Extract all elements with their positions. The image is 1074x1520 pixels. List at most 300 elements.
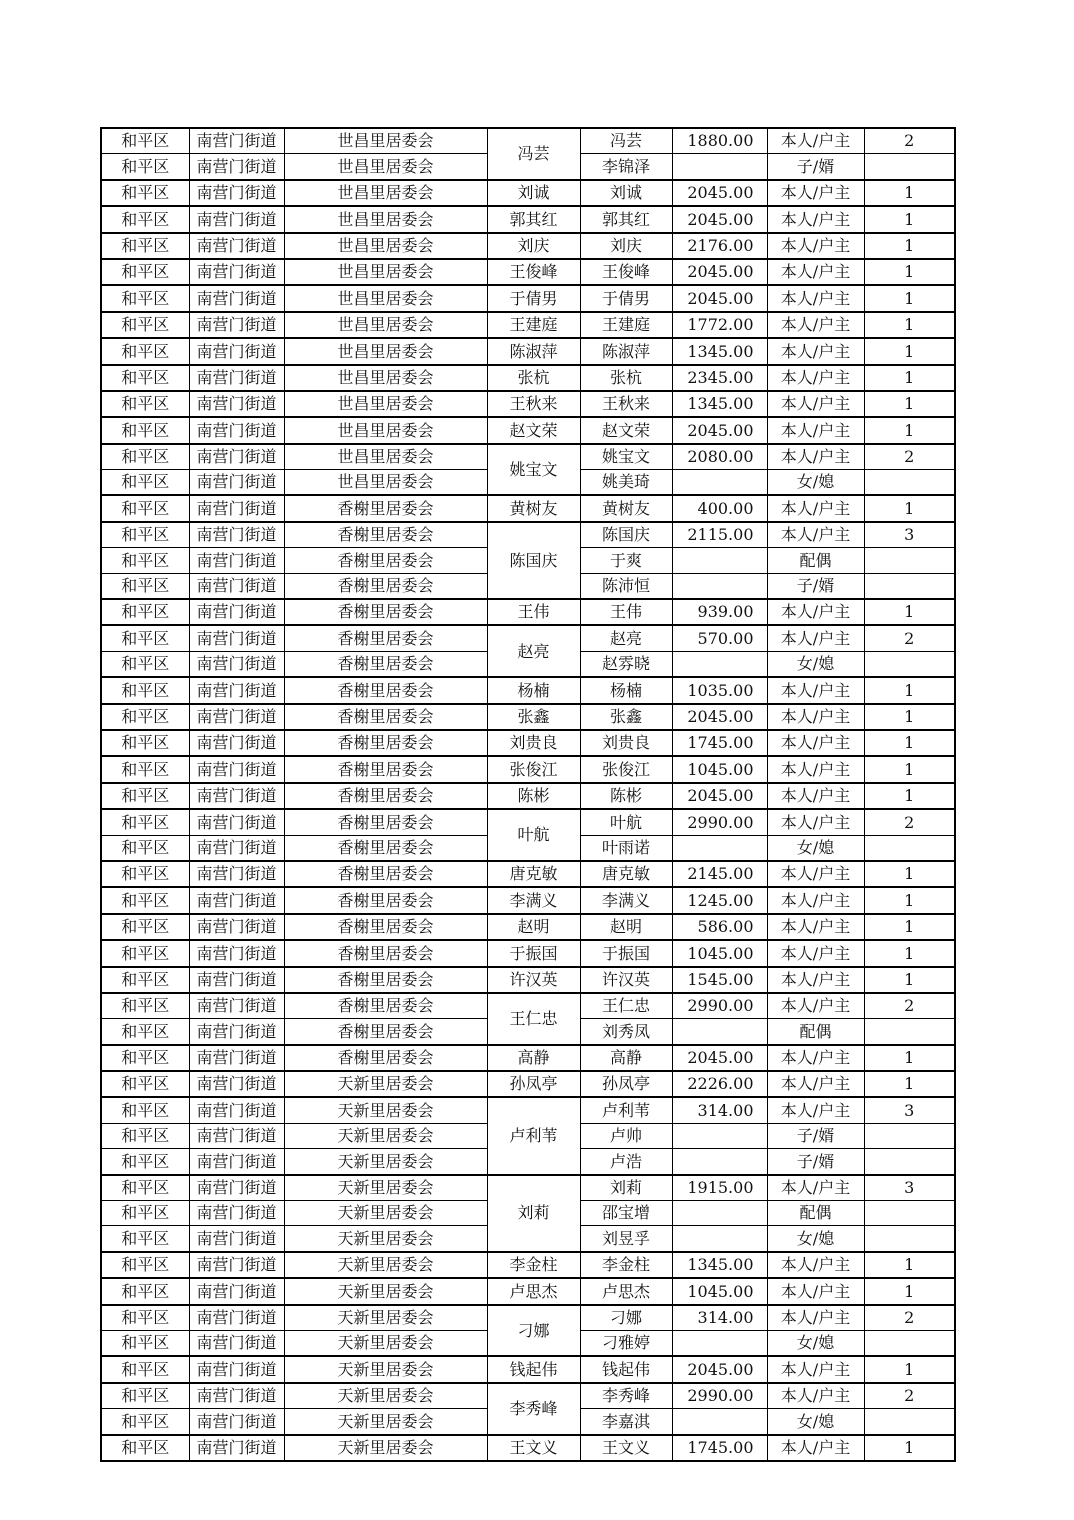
cell-street: 南营门街道	[189, 625, 284, 651]
cell-member-name: 高静	[580, 1045, 672, 1071]
cell-member-name: 钱起伟	[580, 1356, 672, 1382]
table-row	[101, 1071, 955, 1097]
cell-street: 南营门街道	[189, 1252, 284, 1278]
cell-committee: 天新里居委会	[284, 1252, 487, 1278]
cell-household-head: 王建庭	[487, 312, 580, 338]
cell-household-head: 姚宝文	[487, 444, 580, 496]
cell-household-size: 1	[864, 365, 955, 391]
cell-household-head: 卢利苇	[487, 1097, 580, 1174]
cell-committee: 天新里居委会	[284, 1097, 487, 1123]
cell-household-size: 1	[864, 206, 955, 232]
cell-amount: 2045.00	[672, 259, 767, 285]
cell-district: 和平区	[101, 967, 189, 993]
cell-member-name: 陈淑萍	[580, 338, 672, 364]
cell-household-head: 王文义	[487, 1435, 580, 1461]
cell-household-head: 黄树友	[487, 495, 580, 521]
cell-street: 南营门街道	[189, 1123, 284, 1148]
cell-committee: 香榭里居委会	[284, 625, 487, 651]
cell-street: 南营门街道	[189, 1409, 284, 1435]
cell-street: 南营门街道	[189, 417, 284, 443]
table-row	[101, 783, 955, 809]
cell-district: 和平区	[101, 548, 189, 573]
cell-district: 和平区	[101, 1019, 189, 1045]
cell-committee: 世昌里居委会	[284, 470, 487, 496]
cell-committee: 天新里居委会	[284, 1305, 487, 1331]
cell-relation: 本人/户主	[767, 1252, 864, 1278]
cell-household-head: 唐克敏	[487, 861, 580, 887]
cell-committee: 香榭里居委会	[284, 861, 487, 887]
cell-amount: 1545.00	[672, 967, 767, 993]
cell-street: 南营门街道	[189, 1383, 284, 1409]
cell-amount: 1345.00	[672, 338, 767, 364]
cell-relation: 本人/户主	[767, 677, 864, 703]
table-row	[101, 756, 955, 782]
cell-street: 南营门街道	[189, 651, 284, 677]
cell-district: 和平区	[101, 206, 189, 232]
cell-district: 和平区	[101, 887, 189, 913]
cell-household-size: 1	[864, 1278, 955, 1304]
cell-street: 南营门街道	[189, 444, 284, 470]
cell-household-size: 2	[864, 128, 955, 154]
cell-street: 南营门街道	[189, 338, 284, 364]
cell-committee: 天新里居委会	[284, 1175, 487, 1201]
cell-member-name: 姚美琦	[580, 470, 672, 496]
cell-relation: 女/媳	[767, 470, 864, 496]
cell-household-size	[864, 154, 955, 180]
cell-household-size: 1	[864, 1356, 955, 1382]
cell-district: 和平区	[101, 809, 189, 835]
cell-district: 和平区	[101, 128, 189, 154]
table-row	[101, 338, 955, 364]
cell-member-name: 王伟	[580, 599, 672, 625]
cell-district: 和平区	[101, 1383, 189, 1409]
cell-committee: 香榭里居委会	[284, 756, 487, 782]
cell-member-name: 于振国	[580, 940, 672, 966]
cell-household-size: 1	[864, 495, 955, 521]
cell-member-name: 张杭	[580, 365, 672, 391]
cell-street: 南营门街道	[189, 887, 284, 913]
cell-district: 和平区	[101, 259, 189, 285]
cell-member-name: 黄树友	[580, 495, 672, 521]
cell-member-name: 陈国庆	[580, 522, 672, 548]
cell-household-size: 1	[864, 1071, 955, 1097]
table-row	[101, 206, 955, 232]
cell-street: 南营门街道	[189, 967, 284, 993]
cell-street: 南营门街道	[189, 180, 284, 206]
cell-household-size: 1	[864, 417, 955, 443]
cell-member-name: 王秋来	[580, 391, 672, 417]
cell-household-size: 2	[864, 1305, 955, 1331]
cell-district: 和平区	[101, 417, 189, 443]
cell-amount	[672, 470, 767, 496]
cell-household-size: 2	[864, 625, 955, 651]
cell-committee: 世昌里居委会	[284, 285, 487, 311]
cell-committee: 世昌里居委会	[284, 365, 487, 391]
cell-street: 南营门街道	[189, 940, 284, 966]
cell-member-name: 许汉英	[580, 967, 672, 993]
cell-amount: 2045.00	[672, 417, 767, 443]
cell-member-name: 刘庆	[580, 233, 672, 259]
cell-amount	[672, 154, 767, 180]
cell-relation: 本人/户主	[767, 914, 864, 940]
cell-household-size	[864, 1123, 955, 1148]
cell-member-name: 李秀峰	[580, 1383, 672, 1409]
cell-relation: 子/婿	[767, 154, 864, 180]
cell-street: 南营门街道	[189, 756, 284, 782]
table-row	[101, 861, 955, 887]
cell-household-head: 李满义	[487, 887, 580, 913]
cell-street: 南营门街道	[189, 495, 284, 521]
cell-district: 和平区	[101, 1278, 189, 1304]
cell-member-name: 叶雨诺	[580, 835, 672, 861]
cell-household-size	[864, 573, 955, 599]
cell-member-name: 李金柱	[580, 1252, 672, 1278]
cell-district: 和平区	[101, 154, 189, 180]
cell-committee: 香榭里居委会	[284, 495, 487, 521]
cell-street: 南营门街道	[189, 1149, 284, 1175]
cell-member-name: 刘诚	[580, 180, 672, 206]
cell-household-size	[864, 835, 955, 861]
cell-amount: 2045.00	[672, 180, 767, 206]
cell-district: 和平区	[101, 312, 189, 338]
cell-household-head: 杨楠	[487, 677, 580, 703]
cell-amount: 1045.00	[672, 756, 767, 782]
cell-member-name: 于倩男	[580, 285, 672, 311]
cell-district: 和平区	[101, 625, 189, 651]
cell-household-size	[864, 651, 955, 677]
cell-relation: 本人/户主	[767, 1356, 864, 1382]
cell-district: 和平区	[101, 1149, 189, 1175]
cell-street: 南营门街道	[189, 914, 284, 940]
cell-district: 和平区	[101, 1201, 189, 1226]
cell-household-head: 刘庆	[487, 233, 580, 259]
cell-household-head: 钱起伟	[487, 1356, 580, 1382]
cell-amount: 2045.00	[672, 285, 767, 311]
cell-amount	[672, 1330, 767, 1356]
cell-member-name: 卢帅	[580, 1123, 672, 1148]
cell-household-head: 李金柱	[487, 1252, 580, 1278]
cell-amount	[672, 835, 767, 861]
cell-street: 南营门街道	[189, 704, 284, 730]
cell-household-size: 1	[864, 677, 955, 703]
cell-household-size: 1	[864, 1045, 955, 1071]
cell-relation: 本人/户主	[767, 285, 864, 311]
table-row	[101, 365, 955, 391]
cell-relation: 本人/户主	[767, 861, 864, 887]
cell-committee: 香榭里居委会	[284, 599, 487, 625]
cell-street: 南营门街道	[189, 1435, 284, 1461]
cell-amount: 1345.00	[672, 1252, 767, 1278]
cell-street: 南营门街道	[189, 677, 284, 703]
table-row	[101, 809, 955, 835]
table-body	[101, 128, 955, 1461]
cell-amount: 314.00	[672, 1305, 767, 1331]
cell-amount: 2345.00	[672, 365, 767, 391]
cell-district: 和平区	[101, 1252, 189, 1278]
table-row	[101, 1045, 955, 1071]
cell-household-size: 1	[864, 233, 955, 259]
cell-district: 和平区	[101, 1045, 189, 1071]
cell-amount	[672, 1149, 767, 1175]
cell-member-name: 叶航	[580, 809, 672, 835]
cell-amount: 939.00	[672, 599, 767, 625]
cell-household-size: 1	[864, 783, 955, 809]
cell-amount: 2990.00	[672, 1383, 767, 1409]
cell-relation: 本人/户主	[767, 233, 864, 259]
cell-committee: 香榭里居委会	[284, 677, 487, 703]
cell-member-name: 王仁忠	[580, 993, 672, 1019]
cell-committee: 世昌里居委会	[284, 233, 487, 259]
cell-household-size: 3	[864, 1175, 955, 1201]
cell-household-size	[864, 1201, 955, 1226]
cell-committee: 香榭里居委会	[284, 783, 487, 809]
cell-relation: 本人/户主	[767, 887, 864, 913]
cell-household-size	[864, 548, 955, 573]
cell-committee: 世昌里居委会	[284, 154, 487, 180]
cell-member-name: 刘秀凤	[580, 1019, 672, 1045]
cell-amount	[672, 1019, 767, 1045]
cell-district: 和平区	[101, 677, 189, 703]
cell-street: 南营门街道	[189, 128, 284, 154]
cell-relation: 子/婿	[767, 573, 864, 599]
cell-household-head: 王俊峰	[487, 259, 580, 285]
cell-district: 和平区	[101, 1330, 189, 1356]
cell-household-head: 郭其红	[487, 206, 580, 232]
cell-committee: 香榭里居委会	[284, 573, 487, 599]
table-row	[101, 677, 955, 703]
cell-relation: 本人/户主	[767, 599, 864, 625]
cell-committee: 香榭里居委会	[284, 914, 487, 940]
cell-district: 和平区	[101, 1071, 189, 1097]
cell-relation: 本人/户主	[767, 365, 864, 391]
cell-amount	[672, 1123, 767, 1148]
table-row	[101, 1435, 955, 1461]
cell-amount: 1035.00	[672, 677, 767, 703]
cell-committee: 香榭里居委会	[284, 548, 487, 573]
cell-relation: 本人/户主	[767, 809, 864, 835]
cell-member-name: 赵雰晓	[580, 651, 672, 677]
cell-street: 南营门街道	[189, 1097, 284, 1123]
table-row	[101, 967, 955, 993]
cell-district: 和平区	[101, 599, 189, 625]
cell-member-name: 冯芸	[580, 128, 672, 154]
cell-member-name: 唐克敏	[580, 861, 672, 887]
cell-member-name: 刁娜	[580, 1305, 672, 1331]
cell-household-size: 1	[864, 861, 955, 887]
cell-relation: 本人/户主	[767, 312, 864, 338]
cell-district: 和平区	[101, 1226, 189, 1252]
cell-household-head: 于振国	[487, 940, 580, 966]
cell-street: 南营门街道	[189, 522, 284, 548]
cell-relation: 本人/户主	[767, 128, 864, 154]
cell-amount: 400.00	[672, 495, 767, 521]
cell-committee: 世昌里居委会	[284, 128, 487, 154]
cell-relation: 配偶	[767, 1019, 864, 1045]
cell-member-name: 卢思杰	[580, 1278, 672, 1304]
cell-household-head: 王伟	[487, 599, 580, 625]
cell-relation: 本人/户主	[767, 704, 864, 730]
cell-amount: 2045.00	[672, 783, 767, 809]
table-row	[101, 730, 955, 756]
cell-household-head: 刁娜	[487, 1305, 580, 1357]
cell-amount: 2080.00	[672, 444, 767, 470]
cell-committee: 世昌里居委会	[284, 206, 487, 232]
cell-district: 和平区	[101, 444, 189, 470]
cell-street: 南营门街道	[189, 233, 284, 259]
cell-relation: 本人/户主	[767, 1071, 864, 1097]
cell-household-size: 1	[864, 391, 955, 417]
cell-relation: 女/媳	[767, 835, 864, 861]
cell-household-size	[864, 1409, 955, 1435]
cell-street: 南营门街道	[189, 730, 284, 756]
cell-household-size: 1	[864, 887, 955, 913]
cell-amount: 314.00	[672, 1097, 767, 1123]
cell-relation: 本人/户主	[767, 1435, 864, 1461]
cell-committee: 香榭里居委会	[284, 1045, 487, 1071]
cell-household-size: 1	[864, 730, 955, 756]
cell-street: 南营门街道	[189, 1278, 284, 1304]
cell-member-name: 张俊江	[580, 756, 672, 782]
cell-relation: 本人/户主	[767, 259, 864, 285]
cell-district: 和平区	[101, 180, 189, 206]
cell-amount: 1772.00	[672, 312, 767, 338]
table-row	[101, 887, 955, 913]
cell-committee: 香榭里居委会	[284, 522, 487, 548]
cell-household-size	[864, 1019, 955, 1045]
cell-household-head: 卢思杰	[487, 1278, 580, 1304]
cell-amount: 1045.00	[672, 940, 767, 966]
cell-amount: 2045.00	[672, 206, 767, 232]
cell-street: 南营门街道	[189, 391, 284, 417]
cell-member-name: 于爽	[580, 548, 672, 573]
cell-relation: 本人/户主	[767, 993, 864, 1019]
cell-street: 南营门街道	[189, 1045, 284, 1071]
cell-member-name: 王建庭	[580, 312, 672, 338]
table-row	[101, 417, 955, 443]
cell-household-size: 1	[864, 285, 955, 311]
cell-household-size: 2	[864, 809, 955, 835]
cell-district: 和平区	[101, 1305, 189, 1331]
cell-member-name: 刘贵良	[580, 730, 672, 756]
cell-district: 和平区	[101, 1356, 189, 1382]
cell-district: 和平区	[101, 993, 189, 1019]
cell-street: 南营门街道	[189, 809, 284, 835]
cell-relation: 女/媳	[767, 1226, 864, 1252]
cell-amount	[672, 1201, 767, 1226]
cell-committee: 香榭里居委会	[284, 835, 487, 861]
cell-amount: 1880.00	[672, 128, 767, 154]
table-row	[101, 233, 955, 259]
cell-street: 南营门街道	[189, 783, 284, 809]
cell-street: 南营门街道	[189, 206, 284, 232]
cell-committee: 天新里居委会	[284, 1356, 487, 1382]
cell-district: 和平区	[101, 861, 189, 887]
cell-relation: 女/媳	[767, 1409, 864, 1435]
cell-street: 南营门街道	[189, 599, 284, 625]
cell-amount: 2990.00	[672, 809, 767, 835]
cell-household-head: 李秀峰	[487, 1383, 580, 1435]
table-row	[101, 940, 955, 966]
cell-relation: 本人/户主	[767, 625, 864, 651]
cell-relation: 本人/户主	[767, 417, 864, 443]
cell-relation: 本人/户主	[767, 180, 864, 206]
cell-district: 和平区	[101, 233, 189, 259]
cell-amount: 2045.00	[672, 1045, 767, 1071]
cell-household-head: 赵亮	[487, 625, 580, 677]
cell-district: 和平区	[101, 651, 189, 677]
table-row	[101, 1252, 955, 1278]
cell-relation: 本人/户主	[767, 522, 864, 548]
cell-committee: 香榭里居委会	[284, 940, 487, 966]
table-row	[101, 993, 955, 1019]
cell-household-size: 2	[864, 993, 955, 1019]
cell-member-name: 赵亮	[580, 625, 672, 651]
cell-household-head: 张俊江	[487, 756, 580, 782]
resident-subsidy-table	[100, 127, 956, 1462]
cell-member-name: 赵明	[580, 914, 672, 940]
cell-member-name: 郭其红	[580, 206, 672, 232]
cell-amount: 1915.00	[672, 1175, 767, 1201]
cell-relation: 本人/户主	[767, 1175, 864, 1201]
cell-committee: 天新里居委会	[284, 1071, 487, 1097]
cell-relation: 本人/户主	[767, 444, 864, 470]
cell-district: 和平区	[101, 522, 189, 548]
cell-household-size: 1	[864, 312, 955, 338]
cell-amount	[672, 548, 767, 573]
table-row	[101, 1356, 955, 1382]
cell-district: 和平区	[101, 1175, 189, 1201]
cell-relation: 本人/户主	[767, 1097, 864, 1123]
cell-household-head: 刘诚	[487, 180, 580, 206]
cell-household-head: 赵明	[487, 914, 580, 940]
cell-relation: 女/媳	[767, 1330, 864, 1356]
cell-member-name: 李嘉淇	[580, 1409, 672, 1435]
cell-district: 和平区	[101, 391, 189, 417]
cell-household-size: 1	[864, 599, 955, 625]
cell-relation: 子/婿	[767, 1149, 864, 1175]
cell-district: 和平区	[101, 495, 189, 521]
cell-district: 和平区	[101, 573, 189, 599]
cell-street: 南营门街道	[189, 1019, 284, 1045]
cell-street: 南营门街道	[189, 1175, 284, 1201]
cell-relation: 配偶	[767, 548, 864, 573]
cell-district: 和平区	[101, 756, 189, 782]
cell-amount: 570.00	[672, 625, 767, 651]
cell-member-name: 张鑫	[580, 704, 672, 730]
cell-committee: 香榭里居委会	[284, 1019, 487, 1045]
cell-household-head: 赵文荣	[487, 417, 580, 443]
cell-district: 和平区	[101, 940, 189, 966]
cell-district: 和平区	[101, 285, 189, 311]
cell-household-head: 冯芸	[487, 128, 580, 180]
cell-district: 和平区	[101, 1123, 189, 1148]
cell-household-size	[864, 470, 955, 496]
cell-committee: 天新里居委会	[284, 1149, 487, 1175]
cell-household-size: 2	[864, 1383, 955, 1409]
cell-street: 南营门街道	[189, 259, 284, 285]
cell-street: 南营门街道	[189, 573, 284, 599]
cell-district: 和平区	[101, 1435, 189, 1461]
cell-relation: 子/婿	[767, 1123, 864, 1148]
cell-relation: 配偶	[767, 1201, 864, 1226]
cell-district: 和平区	[101, 730, 189, 756]
cell-relation: 本人/户主	[767, 1383, 864, 1409]
cell-household-head: 陈淑萍	[487, 338, 580, 364]
cell-committee: 世昌里居委会	[284, 444, 487, 470]
cell-household-size: 3	[864, 522, 955, 548]
cell-committee: 世昌里居委会	[284, 180, 487, 206]
cell-committee: 天新里居委会	[284, 1123, 487, 1148]
